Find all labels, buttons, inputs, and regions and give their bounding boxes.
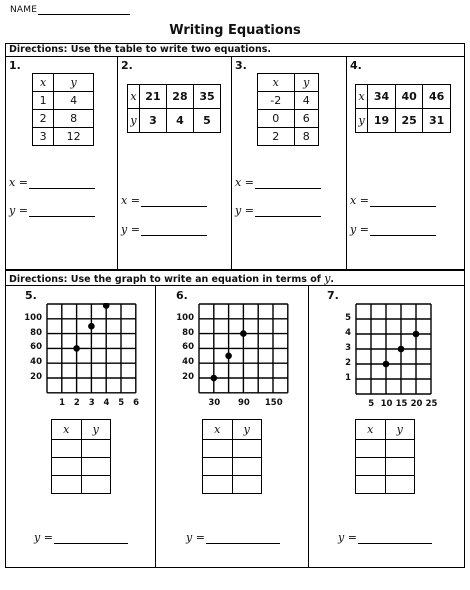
name-blank[interactable] <box>38 5 130 15</box>
x-tick-label: 30 <box>208 397 221 408</box>
answer-blank[interactable] <box>370 225 436 236</box>
answer-blank[interactable] <box>206 533 280 544</box>
answer-blank[interactable] <box>358 533 432 544</box>
problem-number: 7. <box>327 289 339 302</box>
x-tick-label: 20 <box>410 399 423 409</box>
xy-table <box>257 73 319 146</box>
x-answer <box>235 176 321 189</box>
table-cell[interactable] <box>232 476 262 494</box>
table-cell: 34 <box>368 85 396 109</box>
table-cell[interactable] <box>385 440 415 458</box>
table-cell: 5 <box>193 109 220 133</box>
problem-number: 1. <box>9 59 21 72</box>
directions-variable: y <box>324 272 331 285</box>
y-tick-label: 80 <box>182 327 194 338</box>
table-cell[interactable] <box>203 458 233 476</box>
table-cell: 28 <box>166 85 193 109</box>
answer-blank[interactable] <box>29 206 95 217</box>
table-cell[interactable] <box>52 440 82 458</box>
table-cell: 25 <box>395 109 423 133</box>
x-tick-label: 1 <box>59 397 66 408</box>
coordinate-graph <box>355 303 433 396</box>
x-tick-label: 15 <box>395 399 408 409</box>
x-tick-label: 6 <box>133 397 140 408</box>
table-cell[interactable] <box>52 458 82 476</box>
xy-table <box>127 84 221 133</box>
y-answer-label: y = <box>235 204 254 217</box>
y-tick-label: 100 <box>176 312 194 323</box>
y-tick-label: 40 <box>182 357 194 368</box>
table-cell: 21 <box>139 85 166 109</box>
table-cell: 12 <box>54 128 94 146</box>
y-tick-label: 20 <box>182 372 194 382</box>
table-cell[interactable] <box>232 458 262 476</box>
y-header: y <box>54 74 94 92</box>
table-cell[interactable] <box>385 458 415 476</box>
y-tick-label: 3 <box>345 343 351 353</box>
table-cell: 35 <box>193 85 220 109</box>
table-cell: 31 <box>423 109 451 133</box>
x-answer-label: x = <box>121 194 140 207</box>
divider <box>308 285 309 568</box>
table-cell: -2 <box>258 92 295 110</box>
table-cell: 1 <box>33 92 54 110</box>
answer-blank[interactable] <box>255 206 321 217</box>
table-cell: 0 <box>258 110 295 128</box>
divider <box>155 285 156 568</box>
x-tick-label: 150 <box>264 397 283 408</box>
table-cell: 4 <box>54 92 94 110</box>
table-cell[interactable] <box>81 476 111 494</box>
table-cell[interactable] <box>385 476 415 494</box>
table-cell: 3 <box>33 128 54 146</box>
x-tick-label: 3 <box>88 397 95 408</box>
y-answer-label: y = <box>350 223 369 236</box>
y-header: y <box>356 109 368 133</box>
table-cell[interactable] <box>81 440 111 458</box>
y-tick-label: 20 <box>30 372 42 382</box>
y-answer-label: y = <box>9 204 28 217</box>
answer-blank[interactable] <box>255 178 321 189</box>
y-header: y <box>128 109 140 133</box>
table-directions: Directions: Use the table to write two equations. <box>9 44 271 55</box>
data-point <box>103 303 110 309</box>
xy-table <box>32 73 94 146</box>
x-tick-label: 10 <box>380 399 393 409</box>
xy-table <box>355 84 451 133</box>
y-answer-label: y = <box>186 531 205 544</box>
x-header: x <box>356 420 386 440</box>
table-cell: 46 <box>423 85 451 109</box>
divider <box>5 56 465 57</box>
table-cell[interactable] <box>52 476 82 494</box>
x-answer <box>121 194 207 207</box>
table-cell: 4 <box>294 92 318 110</box>
data-point <box>73 345 80 352</box>
y-tick-label: 100 <box>24 312 42 323</box>
xy-table <box>202 419 262 494</box>
y-tick-label: 60 <box>182 342 194 353</box>
data-point <box>211 375 218 382</box>
x-answer-label: x = <box>235 176 254 189</box>
y-answer-label: y = <box>338 531 357 544</box>
y-tick-label: 2 <box>345 358 351 368</box>
divider <box>5 285 465 286</box>
y-answer <box>34 531 128 544</box>
x-answer <box>350 194 436 207</box>
y-tick-label: 40 <box>30 357 42 368</box>
data-point <box>225 353 232 360</box>
x-tick-label: 4 <box>103 397 110 408</box>
table-cell: 4 <box>166 109 193 133</box>
problem-number: 3. <box>235 59 247 72</box>
y-answer <box>9 204 95 217</box>
y-answer <box>235 204 321 217</box>
coordinate-graph <box>198 303 290 395</box>
x-header: x <box>258 74 295 92</box>
x-header: x <box>33 74 54 92</box>
y-answer-label: y = <box>121 223 140 236</box>
data-point <box>383 361 390 368</box>
table-cell[interactable] <box>356 458 386 476</box>
table-cell[interactable] <box>81 458 111 476</box>
problem-number: 6. <box>176 289 188 302</box>
problem-number: 2. <box>121 59 133 72</box>
x-answer <box>9 176 95 189</box>
y-answer <box>121 223 207 236</box>
y-answer-label: y = <box>34 531 53 544</box>
y-tick-label: 4 <box>345 328 351 338</box>
x-answer-label: x = <box>350 194 369 207</box>
y-tick-label: 60 <box>30 342 42 353</box>
graph-directions-end: . <box>330 274 335 285</box>
x-header: x <box>128 85 140 109</box>
divider <box>346 56 347 270</box>
table-cell: 8 <box>294 128 318 146</box>
name-field <box>10 5 130 15</box>
x-tick-label: 25 <box>425 399 438 409</box>
xy-table <box>355 419 415 494</box>
x-header: x <box>203 420 233 440</box>
problem-number: 5. <box>25 289 37 302</box>
coordinate-graph <box>46 303 138 395</box>
data-point <box>398 346 405 353</box>
answer-blank[interactable] <box>29 178 95 189</box>
table-cell: 40 <box>395 85 423 109</box>
answer-blank[interactable] <box>141 225 207 236</box>
y-answer <box>186 531 280 544</box>
data-point <box>88 323 95 330</box>
table-cell[interactable] <box>232 440 262 458</box>
x-tick-label: 2 <box>73 397 80 408</box>
table-cell: 2 <box>258 128 295 146</box>
table-cell[interactable] <box>356 440 386 458</box>
x-header: x <box>356 85 368 109</box>
x-answer-label: x = <box>9 176 28 189</box>
divider <box>117 56 118 270</box>
table-cell: 6 <box>294 110 318 128</box>
y-header: y <box>385 420 415 440</box>
y-header: y <box>294 74 318 92</box>
answer-blank[interactable] <box>54 533 128 544</box>
graph-directions-text: Directions: Use the graph to write an equation in terms of <box>9 274 325 285</box>
answer-blank[interactable] <box>370 196 436 207</box>
y-header: y <box>232 420 262 440</box>
table-cell[interactable] <box>356 476 386 494</box>
table-cell: 8 <box>54 110 94 128</box>
y-answer <box>338 531 432 544</box>
table-cell[interactable] <box>203 440 233 458</box>
data-point <box>240 330 247 337</box>
x-tick-label: 5 <box>118 397 125 408</box>
y-answer <box>350 223 436 236</box>
x-tick-label: 5 <box>368 399 375 409</box>
table-cell: 19 <box>368 109 396 133</box>
y-header: y <box>81 420 111 440</box>
table-cell: 3 <box>139 109 166 133</box>
table-cell[interactable] <box>203 476 233 494</box>
x-header: x <box>52 420 82 440</box>
problem-number: 4. <box>350 59 362 72</box>
xy-table <box>51 419 111 494</box>
table-cell: 2 <box>33 110 54 128</box>
name-label: NAME <box>10 5 38 15</box>
y-tick-label: 1 <box>345 373 351 383</box>
y-tick-label: 80 <box>30 327 42 338</box>
y-tick-label: 5 <box>345 313 351 323</box>
x-tick-label: 90 <box>238 397 250 408</box>
divider <box>231 56 232 270</box>
data-point <box>413 331 420 338</box>
graph-directions <box>9 272 334 285</box>
answer-blank[interactable] <box>141 196 207 207</box>
page-title: Writing Equations <box>169 23 301 38</box>
